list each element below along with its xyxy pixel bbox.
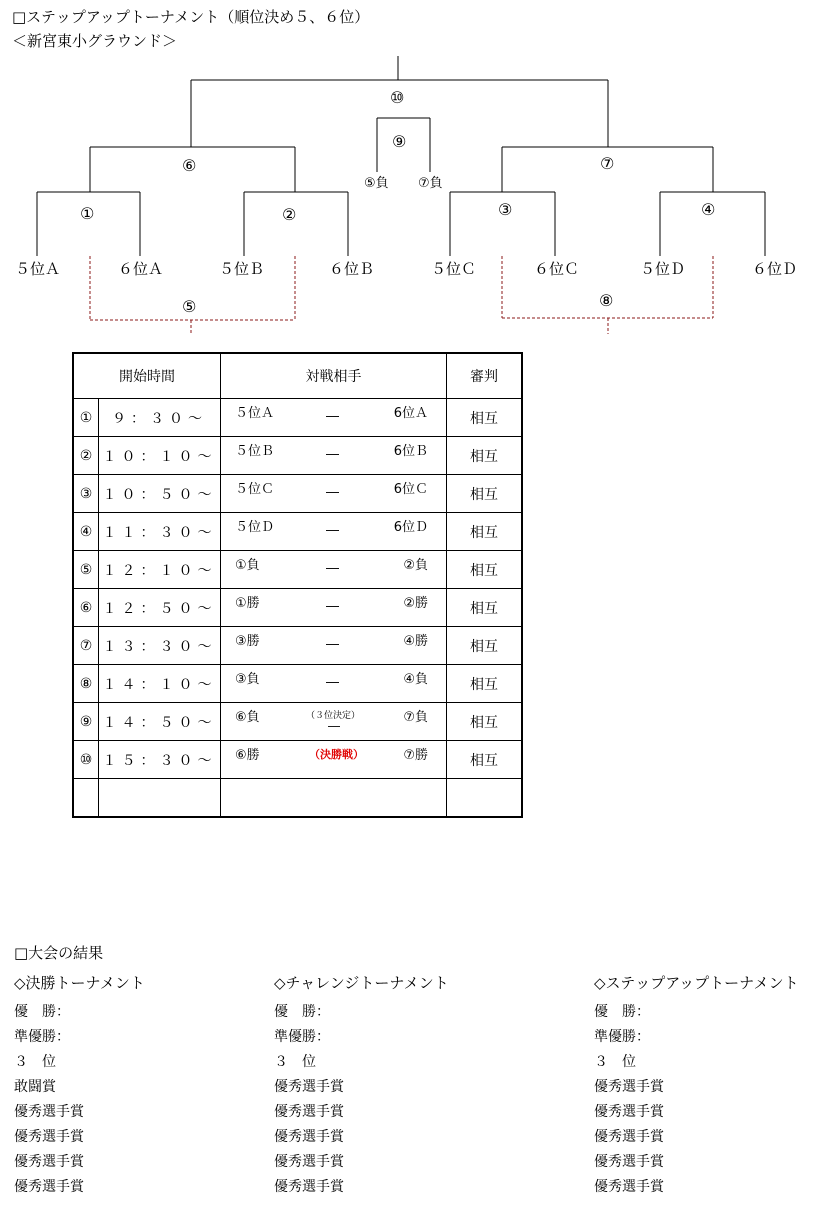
result-item: 準優勝：	[274, 1029, 330, 1045]
third-place-note: （３位決定）	[306, 711, 361, 721]
opponent-dash: ―	[326, 485, 339, 500]
match-1-label: ①	[80, 204, 95, 223]
table-header-row	[73, 353, 522, 399]
referee: 相互	[447, 627, 523, 665]
opponent-cell	[221, 665, 447, 703]
start-time: １０：１０～	[99, 437, 221, 475]
table-row	[73, 399, 522, 437]
match-2-label: ②	[282, 205, 297, 224]
table-row	[73, 475, 522, 513]
result-item: 優秀選手賞	[274, 1179, 344, 1195]
opponent-cell	[221, 589, 447, 627]
opponent-dash: ―	[328, 719, 340, 733]
opponent-left: ③勝	[235, 634, 260, 649]
result-item: 優秀選手賞	[274, 1104, 344, 1120]
referee: 相互	[447, 589, 523, 627]
results-category: ◇決勝トーナメント	[14, 974, 145, 992]
result-item: ３ 位	[274, 1054, 316, 1070]
empty-cell	[447, 779, 523, 818]
table-row	[73, 513, 522, 551]
header-time: 開始時間	[73, 353, 221, 399]
start-time: １０：５０～	[99, 475, 221, 513]
result-item: 優 勝：	[274, 1004, 330, 1020]
result-item: 準優勝：	[14, 1029, 70, 1045]
empty-cell	[99, 779, 221, 818]
start-time: １５：３０～	[99, 741, 221, 779]
opponent-cell	[221, 399, 447, 437]
result-item: 優秀選手賞	[14, 1154, 84, 1170]
results-title: □大会の結果	[14, 944, 104, 962]
empty-cell	[73, 779, 99, 818]
referee: 相互	[447, 741, 523, 779]
opponent-cell	[221, 627, 447, 665]
match-number: ⑦	[73, 627, 99, 665]
opponent-right: ⑦負	[403, 710, 428, 725]
header-referee: 審判	[447, 353, 523, 399]
table-row-empty	[73, 779, 522, 818]
start-time: １２：１０～	[99, 551, 221, 589]
result-item: 優秀選手賞	[594, 1179, 664, 1195]
match-number: ⑥	[73, 589, 99, 627]
team-label: ６位Ｂ	[329, 260, 375, 278]
results-category: ◇ステップアップトーナメント	[594, 974, 799, 992]
referee: 相互	[447, 665, 523, 703]
start-time: １３：３０～	[99, 627, 221, 665]
opponent-left: ５位Ｄ	[235, 520, 275, 535]
venue-label: ＜新宮東小グラウンド＞	[12, 32, 178, 50]
opponent-right: ④勝	[403, 634, 428, 649]
match-4-label: ④	[701, 200, 716, 219]
team-label: ５位Ｃ	[431, 260, 477, 278]
opponent-left: ５位Ａ	[235, 406, 275, 421]
table-row	[73, 627, 522, 665]
opponent-left: ③負	[235, 672, 260, 687]
opponent-cell	[221, 475, 447, 513]
schedule-table	[72, 352, 523, 818]
opponent-right: ②勝	[403, 596, 428, 611]
header-opponent: 対戦相手	[221, 353, 447, 399]
team-label: ５位Ｂ	[219, 260, 265, 278]
opponent-dash: ―	[326, 447, 339, 462]
result-item: 準優勝：	[594, 1029, 650, 1045]
team-label: ６位Ａ	[118, 260, 164, 278]
loser-7-label: ⑦負	[418, 176, 443, 191]
empty-cell	[221, 779, 447, 818]
result-item: 優秀選手賞	[274, 1129, 344, 1145]
opponent-left: ５位Ｃ	[235, 482, 275, 497]
match-8-label: ⑧	[599, 291, 614, 310]
start-time: １１：３０～	[99, 513, 221, 551]
opponent-left: ⑥負	[235, 710, 260, 725]
team-label: ５位Ｄ	[640, 260, 686, 278]
opponent-right: ④負	[403, 672, 428, 687]
table-row	[73, 437, 522, 475]
result-item: ３ 位	[594, 1054, 636, 1070]
start-time: １２：５０～	[99, 589, 221, 627]
opponent-dash: ―	[326, 637, 339, 652]
opponent-dash: ―	[326, 599, 339, 614]
table-row	[73, 551, 522, 589]
opponent-left: ５位Ｂ	[235, 444, 275, 459]
match-number: ⑩	[73, 741, 99, 779]
team-label: ６位Ｄ	[752, 260, 798, 278]
match-3-label: ③	[498, 200, 513, 219]
match-number: ⑧	[73, 665, 99, 703]
referee: 相互	[447, 475, 523, 513]
opponent-right: ②負	[403, 558, 428, 573]
opponent-right: 6位Ｄ	[393, 520, 428, 535]
results-category: ◇チャレンジトーナメント	[274, 974, 449, 992]
opponent-left: ⑥勝	[235, 748, 260, 763]
final-label: （決勝戦）	[309, 748, 364, 761]
referee: 相互	[447, 437, 523, 475]
match-10-label: ⑩	[390, 88, 405, 107]
result-item: 優秀選手賞	[594, 1129, 664, 1145]
result-item: 敢闘賞	[14, 1079, 56, 1095]
opponent-right: 6位Ｃ	[393, 482, 428, 497]
opponent-right: ⑦勝	[403, 748, 428, 763]
result-item: ３ 位	[14, 1054, 56, 1070]
page-title: □ステップアップトーナメント（順位決め５、６位）	[12, 8, 370, 26]
opponent-cell	[221, 437, 447, 475]
opponent-right: 6位Ａ	[393, 406, 428, 421]
opponent-cell	[221, 703, 447, 741]
opponent-dash: ―	[326, 561, 339, 576]
start-time: １４：５０～	[99, 703, 221, 741]
opponent-dash: ―	[326, 523, 339, 538]
match-9-label: ⑨	[392, 132, 407, 151]
opponent-right: 6位Ｂ	[393, 444, 428, 459]
result-item: 優秀選手賞	[594, 1104, 664, 1120]
team-label: ６位Ｃ	[534, 260, 580, 278]
start-time: １４：１０～	[99, 665, 221, 703]
result-item: 優秀選手賞	[14, 1179, 84, 1195]
start-time: ９：３０～	[99, 399, 221, 437]
tournament-bracket	[0, 0, 839, 340]
result-item: 優秀選手賞	[594, 1079, 664, 1095]
result-item: 優秀選手賞	[14, 1104, 84, 1120]
table-row	[73, 741, 522, 779]
opponent-cell	[221, 741, 447, 779]
opponent-dash: ―	[326, 675, 339, 690]
match-number: ⑤	[73, 551, 99, 589]
referee: 相互	[447, 703, 523, 741]
opponent-dash: ―	[326, 409, 339, 424]
result-item: 優秀選手賞	[14, 1129, 84, 1145]
match-number: ②	[73, 437, 99, 475]
opponent-left: ①勝	[235, 596, 260, 611]
loser-5-label: ⑤負	[364, 176, 389, 191]
match-number: ⑨	[73, 703, 99, 741]
match-number: ③	[73, 475, 99, 513]
result-item: 優秀選手賞	[274, 1079, 344, 1095]
opponent-cell	[221, 551, 447, 589]
table-row	[73, 589, 522, 627]
match-number: ④	[73, 513, 99, 551]
table-row	[73, 665, 522, 703]
result-item: 優 勝：	[594, 1004, 650, 1020]
match-6-label: ⑥	[182, 156, 197, 175]
opponent-left: ①負	[235, 558, 260, 573]
referee: 相互	[447, 399, 523, 437]
result-item: 優 勝：	[14, 1004, 70, 1020]
result-item: 優秀選手賞	[274, 1154, 344, 1170]
opponent-cell	[221, 513, 447, 551]
match-5-label: ⑤	[182, 297, 197, 316]
match-number: ①	[73, 399, 99, 437]
match-7-label: ⑦	[600, 154, 615, 173]
team-label: ５位Ａ	[15, 260, 61, 278]
result-item: 優秀選手賞	[594, 1154, 664, 1170]
referee: 相互	[447, 513, 523, 551]
referee: 相互	[447, 551, 523, 589]
table-row	[73, 703, 522, 741]
